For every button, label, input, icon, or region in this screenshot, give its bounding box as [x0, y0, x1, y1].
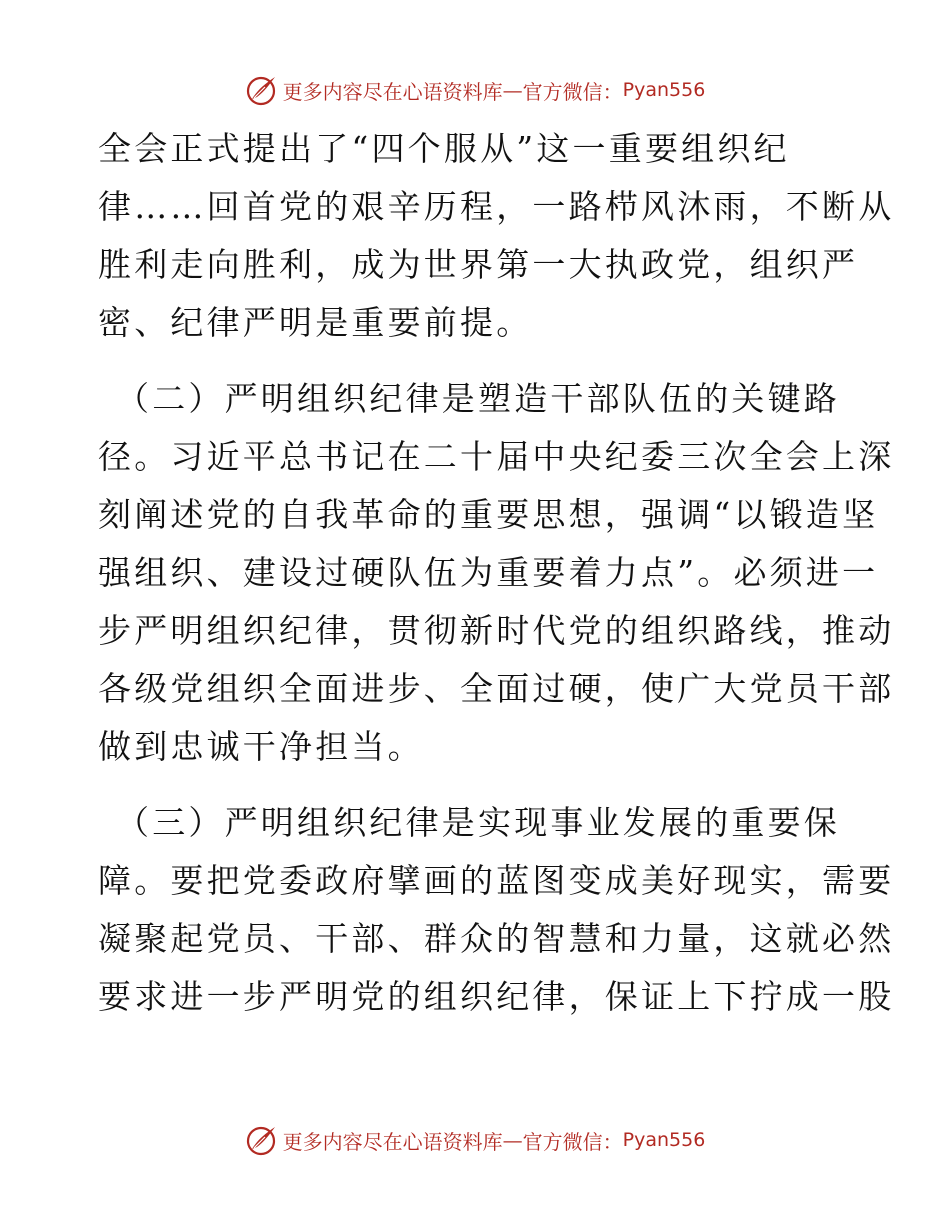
paragraph-line: 胜利走向胜利，成为世界第一大执政党，组织严: [98, 245, 859, 284]
quill-logo-icon: [245, 1123, 279, 1157]
paragraph-line: 做到忠诚干净担当。: [98, 727, 424, 766]
document-body: [98, 120, 895, 1026]
watermark-wechat-id: Pyan556: [622, 79, 706, 101]
section-heading-line: （三）严明组织纪律是实现事业发展的重要保: [116, 803, 840, 842]
watermark-wechat-id: Pyan556: [622, 1129, 706, 1151]
paragraph-line: 步严明组织纪律，贯彻新时代党的组织路线，推动: [98, 611, 895, 650]
quill-logo-icon: [245, 73, 279, 107]
watermark-separator: —: [502, 1128, 523, 1152]
watermark-site-text: 更多内容尽在心语资料库: [282, 79, 503, 104]
watermark-wechat-label: 官方微信：: [522, 1129, 623, 1154]
paragraph-line: 凝聚起党员、干部、群众的智慧和力量，这就必然: [98, 919, 895, 958]
watermark-separator: —: [502, 78, 523, 102]
watermark-wechat-label: 官方微信：: [522, 79, 623, 104]
paragraph-line: 径。习近平总书记在二十届中央纪委三次全会上深: [98, 437, 895, 476]
paragraph-2: [98, 370, 895, 776]
paragraph-line: 刻阐述党的自我革命的重要思想，强调“以锻造坚: [98, 495, 879, 534]
footer-watermark: [0, 1120, 950, 1160]
paragraph-1: [98, 120, 895, 352]
paragraph-line: 密、纪律严明是重要前提。: [98, 303, 533, 342]
watermark-site-text: 更多内容尽在心语资料库: [282, 1129, 503, 1154]
paragraph-line: 各级党组织全面进步、全面过硬，使广大党员干部: [98, 669, 895, 708]
paragraph-3: [98, 794, 895, 1026]
header-watermark: [0, 70, 950, 110]
paragraph-line: 强组织、建设过硬队伍为重要着力点”。必须进一: [98, 553, 879, 592]
paragraph-line: 障。要把党委政府擘画的蓝图变成美好现实，需要: [98, 861, 895, 900]
paragraph-line: 全会正式提出了“四个服从”这一重要组织纪: [98, 129, 790, 168]
section-heading-line: （二）严明组织纪律是塑造干部队伍的关键路: [116, 379, 840, 418]
paragraph-line: 要求进一步严明党的组织纪律，保证上下拧成一股: [98, 977, 895, 1016]
paragraph-line: 律……回首党的艰辛历程，一路栉风沐雨，不断从: [98, 187, 895, 226]
